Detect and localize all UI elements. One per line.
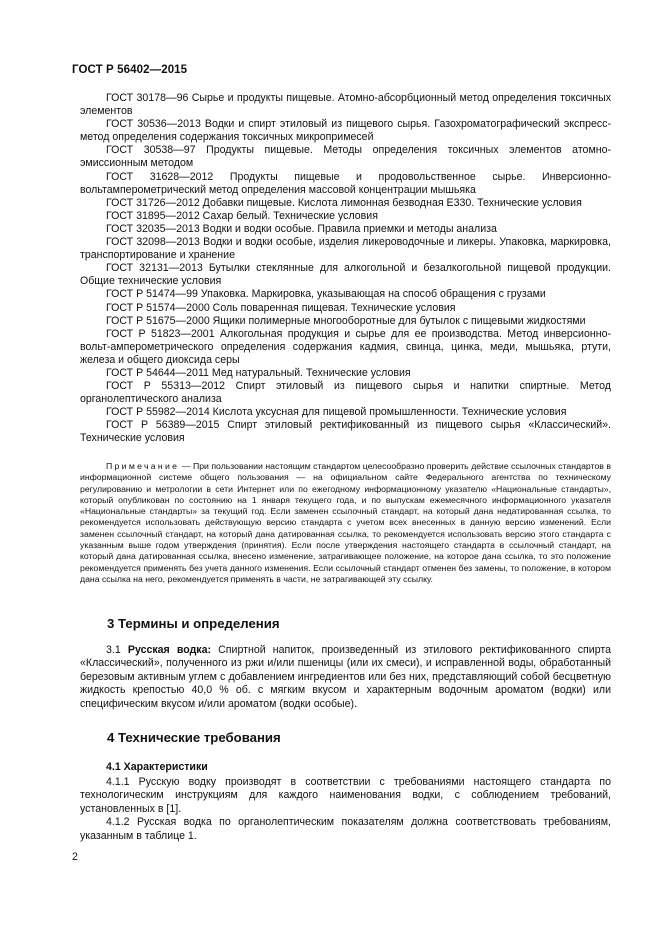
reference-item: ГОСТ 32131—2013 Бутылки стеклянные для алкогольной и безалкогольной пищевой продукции. Общие технические условия [80,262,611,288]
reference-item: ГОСТ 30178—96 Сырье и продукты пищевые. Атомно-абсорбционный метод определения токсичных элементов [80,92,611,118]
term-name: Русская водка: [127,644,212,656]
page-number: 2 [72,851,78,863]
reference-item: ГОСТ 30538—97 Продукты пищевые. Методы определения токсичных элементов атомно-эмиссионным методом [80,144,611,170]
section-4-heading: 4 Технические требования [107,730,281,745]
reference-item: ГОСТ Р 55982—2014 Кислота уксусная для пищевой промышленности. Технические условия [106,406,567,419]
reference-item: ГОСТ Р 51574—2000 Соль поваренная пищевая. Технические условия [106,301,456,314]
reference-item: ГОСТ Р 51474—99 Упаковка. Маркировка, указывающая на способ обращения с грузами [106,288,546,301]
normative-references-list [80,92,611,446]
section-3-heading: 3 Термины и определения [107,616,280,631]
term-text: Спиртной напиток, произведенный из этилового ректификованного спирта «Классический», полученного из ржи и/или пшеницы (или их смеси), и исправленной воды, обработанный березовым активным углем с добавлением ингредиентов или без них, представляющий собой бесцветную жидкость крепостью 40,0 % об. с мягким вкусом и характерным водочным ароматом (водки) или специфическим вкусом и/или ароматом (водки особые). [80,644,611,710]
reference-item: ГОСТ Р 56389—2015 Спирт этиловый ректификованный из пищевого сырья «Классический». Технические условия [80,419,611,445]
note-paragraph [80,461,611,585]
reference-item: ГОСТ Р 54644—2011 Мед натуральный. Технические условия [106,366,411,379]
reference-item: ГОСТ 31726—2012 Добавки пищевые. Кислота лимонная безводная Е330. Технические условия [106,196,582,209]
document-header: ГОСТ Р 56402—2015 [72,64,188,76]
reference-item: ГОСТ 31628—2012 Продукты пищевые и продовольственное сырье. Инверсионно-вольтамперометрический метод определения массовой концентрации мышьяка [80,170,611,196]
reference-item: ГОСТ Р 55313—2012 Спирт этиловый из пищевого сырья и напитки спиртные. Метод органолептического анализа [80,380,611,406]
section-3-body [80,644,611,711]
reference-item: ГОСТ 32035—2013 Водки и водки особые. Правила приемки и методы анализа [106,222,497,235]
reference-item: ГОСТ 31895—2012 Сахар белый. Технические условия [106,209,378,222]
paragraph: 4.1.2 Русская водка по органолептическим показателям должна соответствовать требованиям, указанным в таблице 1. [80,816,611,842]
note-text: — При пользовании настоящим стандартом целесообразно проверить действие ссылочных стандартов в информационной системе общего пользования — на официальном сайте Федерального агентства по техническому регулированию и метрологии в сети Интернет или по ежегодному информационному указателю «Национальные стандарты», который опубликован по состоянию на 1 января текущего года, и по выпускам ежемесячного информационного указателя «Национальные стандарты» за текущий год. Если заменен ссылочный стандарт, на который дана недатированная ссылка, то рекомендуется использовать действующую версию стандарта с учетом всех внесенных в данную версию изменений. Если заменен ссылочный стандарт, на который дана датированная ссылка, то рекомендуется использовать версию этого стандарта с указанным выше годом утверждения (принятия). Если после утверждения настоящего стандарта в ссылочный стандарт, на который дана датированная ссылка, внесено изменение, затрагивающее положение, на которое дана ссылка, то это положение рекомендуется применять без учета данного изменения. Если ссылочный стандарт отменен без замены, то положение, в котором дана ссылка на него, рекомендуется применять в части, не затрагивающей эту ссылку. [80,461,611,584]
reference-item: ГОСТ 30536—2013 Водки и спирт этиловый из пищевого сырья. Газохроматографический экспресс-метод определения содержания токсичных микропримесей [80,118,611,144]
reference-item: ГОСТ Р 51675—2000 Ящики полимерные многооборотные для бутылок с пищевыми жидкостями [106,314,586,327]
paragraph: 4.1.1 Русскую водку производят в соответствии с требованиями настоящего стандарта по технологическим инструкциям для каждого наименования водки, с соблюдением требований, установленных в [1]. [80,776,611,815]
term-number: 3.1 [106,644,121,656]
reference-item: ГОСТ 32098—2013 Водки и водки особые, изделия ликероводочные и ликеры. Упаковка, маркировка, транспортирование и хранение [80,236,611,262]
subsection-4-1-heading: 4.1 Характеристики [106,761,208,773]
references-note [80,461,611,585]
term-definition [80,644,611,711]
reference-item: ГОСТ Р 51823—2001 Алкогольная продукция и сырье для ее производства. Метод инверсионно-вольт-амперометрического определения содержания кадмия, свинца, цинка, меди, мышьяка, ртути, железа и общего диоксида серы [80,327,611,366]
note-label: Примечание [106,461,180,471]
section-4-body [80,776,611,843]
